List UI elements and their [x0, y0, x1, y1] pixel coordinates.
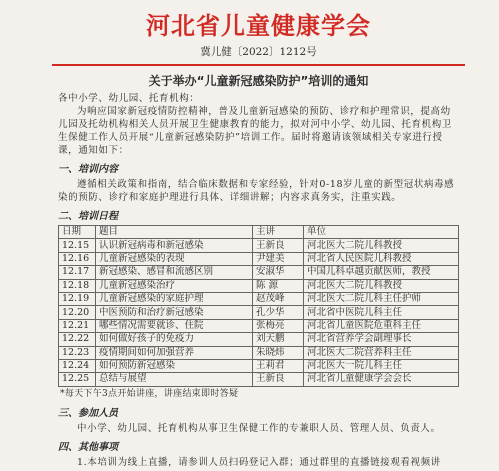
cell-unit: 河北医大二院儿科教授: [304, 239, 459, 252]
table-row: [59, 346, 459, 359]
section-3-heading: 三、参加人员: [58, 407, 118, 419]
cell-unit: 河北省中医院儿科主任: [304, 306, 459, 319]
column-header-speaker: 主讲: [253, 226, 304, 239]
cell-speaker: 王新良: [253, 239, 304, 252]
cell-speaker: 安淑华: [253, 266, 304, 279]
cell-topic: 认识新冠病毒和新冠感染: [96, 239, 253, 252]
schedule-footnote: [60, 388, 459, 401]
table-row: [59, 373, 459, 386]
cell-date: 12.24: [59, 359, 96, 372]
cell-topic: 疫情期间如何加强营养: [96, 346, 253, 359]
section-1-heading: 一、培训内容: [58, 164, 118, 175]
cell-speaker: 陈 源: [253, 279, 304, 292]
cell-date: 12.16: [59, 252, 96, 265]
table-row: [59, 266, 459, 279]
cell-date: 12.20: [59, 306, 96, 319]
cell-date: 12.22: [59, 333, 96, 346]
cell-speaker: 尹建美: [253, 252, 304, 265]
cell-date: 12.21: [59, 319, 96, 332]
cell-unit: 河北医大一院儿科主任: [304, 359, 459, 372]
cell-speaker: 朱晓炜: [253, 346, 304, 359]
cell-unit: 河北省营养学会副理事长: [304, 333, 459, 346]
section-2-heading: 二、培训日程: [58, 211, 118, 222]
cell-speaker: 王新良: [253, 373, 304, 386]
cell-unit: 河北医大二院营养科主任: [304, 346, 459, 359]
intro-paragraph: 为响应国家新冠疫情防控精神，普及儿童新冠感染的预防、诊疗和护理常识，提高幼儿园及托幼机构相关人员开展卫生健康教育的能力，拟对河中小学、幼儿园、托育机构卫生保健工作人员开展“儿童新冠感染防护”培训工作。届时将邀请该领域相关专家进行授课，通知如下：: [58, 106, 452, 156]
cell-date: 12.15: [59, 239, 96, 252]
cell-topic: 儿童新冠感染的家庭护理: [96, 292, 253, 305]
cell-unit: 河北省儿童健康学会会长: [304, 373, 459, 386]
cell-topic: 儿童新冠感染治疗: [96, 279, 253, 292]
notice-title: 关于举办“儿童新冠感染防护”培训的通知: [148, 74, 369, 88]
table-row: [59, 292, 459, 305]
cell-unit: 河北省人民医院儿科教授: [304, 252, 459, 265]
cell-topic: 总结与展望: [96, 373, 253, 386]
table-row: [59, 319, 459, 332]
cell-speaker: 王莉君: [253, 359, 304, 372]
asterisk-icon: *: [60, 388, 65, 399]
column-header-unit: 单位: [304, 226, 459, 239]
cell-unit: 河北省儿童医院危重科主任: [304, 319, 459, 332]
section-4-heading: 四、其他事项: [58, 441, 118, 453]
table-header-row: [59, 226, 459, 239]
table-row: [59, 333, 459, 346]
cell-speaker: 张梅亮: [253, 319, 304, 332]
doc-number: 冀儿健〔2022〕1212号: [200, 46, 317, 58]
cell-topic: 哪些情况需要就诊、住院: [96, 319, 253, 332]
cell-unit: 中国儿科卓越贡献医师，教授: [304, 266, 459, 279]
column-header-topic: 题目: [96, 226, 253, 239]
table-row: [59, 279, 459, 292]
schedule-footnote-text: 每天下午3点开始讲座，讲座结束即时答疑: [64, 388, 239, 399]
cell-topic: 如何做好孩子的免疫力: [96, 333, 253, 346]
cell-topic: 如何预防新冠感染: [96, 359, 253, 372]
cell-speaker: 孔少华: [253, 306, 304, 319]
cell-date: 12.18: [59, 279, 96, 292]
cell-date: 12.23: [59, 346, 96, 359]
cell-speaker: 赵茂峰: [253, 292, 304, 305]
salutation: 各中小学、幼儿园、托育机构：: [58, 93, 200, 104]
table-row: [59, 359, 459, 372]
red-divider: [52, 64, 465, 66]
column-header-date: 日期: [59, 226, 96, 239]
section-3-body: 中小学、幼儿园、托育机构从事卫生保健工作的专兼职人员、管理人员、负责人。: [77, 422, 441, 434]
cell-topic: 新冠感染、感冒和流感区别: [96, 266, 253, 279]
cell-unit: 河北医大二院儿科教授: [304, 279, 459, 292]
section-1-body: 遵循相关政策和指南，结合临床数据和专家经验，针对0-18岁儿童的新型冠状病毒感染的预防、诊疗和家庭护理进行具体、详细讲解；内容求真务实，注重实践。: [58, 179, 455, 203]
table-row: [59, 306, 459, 319]
cell-date: 12.19: [59, 292, 96, 305]
table-row: [59, 252, 459, 265]
org-title: 河北省儿童健康学会: [146, 12, 371, 40]
section-4-item-1: 1.本培训为线上直播，请参训人员扫码登记入群；通过群里的直播链接观看视频讲: [77, 456, 441, 468]
cell-date: 12.17: [59, 266, 96, 279]
cell-speaker: 刘天鹏: [253, 333, 304, 346]
cell-date: 12.25: [59, 373, 96, 386]
schedule-table: [58, 225, 459, 387]
cell-topic: 儿童新冠感染的表现: [96, 252, 253, 265]
cell-topic: 中医预防和治疗新冠感染: [96, 306, 253, 319]
cell-unit: 河北医大二院儿科主任护师: [304, 292, 459, 305]
table-row: [59, 239, 459, 252]
